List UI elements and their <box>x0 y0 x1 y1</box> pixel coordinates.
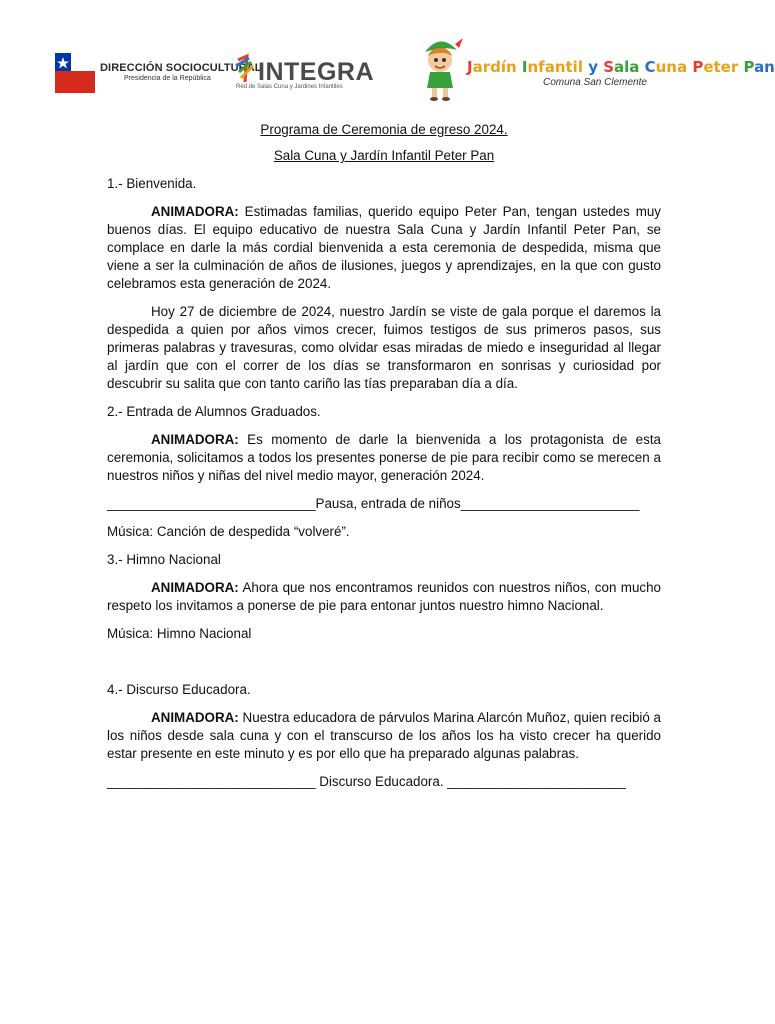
section-4-paragraph-1 <box>107 709 661 763</box>
document-title: Programa de Ceremonia de egreso 2024. <box>260 122 508 137</box>
jardin-title-part: S <box>603 58 614 76</box>
jardin-title-part: una <box>655 58 693 76</box>
jardin-title-part: C <box>644 58 656 76</box>
chile-government-logo-icon <box>55 53 95 93</box>
animadora-label: ANIMADORA: <box>151 204 239 219</box>
gov-title: DIRECCIÓN SOCIOCULTURAL <box>100 62 262 74</box>
peter-pan-mascot-icon <box>415 36 465 102</box>
jardin-title-part: y <box>588 58 604 76</box>
jardin-title-part: J <box>467 58 473 76</box>
jardin-title-part: ardín <box>472 58 522 76</box>
paragraph-text: Nuestra educadora de párvulos Marina Alarcón Muñoz, quien recibió a los niños desde sala cuna y con el transcurso de los años los ha visto crecer ha querido estar presente en este minuto y es por ello que ha preparado algunas palabras. <box>107 710 661 761</box>
section-2-music: Música: Canción de despedida “volveré”. <box>107 524 350 539</box>
section-3-heading: 3.- Himno Nacional <box>107 552 221 567</box>
discourse-divider: ____________________________ Discurso Educadora. ________________________ <box>107 774 626 789</box>
section-1-paragraph-2: Hoy 27 de diciembre de 2024, nuestro Jardín se viste de gala porque el daremos la despedida a quien por años vimos crecer, fuimos testigos de sus primeros pasos, sus primeras palabras y travesuras, como olvidar esas miradas de miedo e inseguridad al llegar al jardín que con el correr de los días se transformaron en sonrisas y curiosidad por descubrir su salita que con tanto cariño las tías preparaban día a día. <box>107 304 661 391</box>
section-4-heading: 4.- Discurso Educadora. <box>107 682 251 697</box>
animadora-label: ANIMADORA: <box>151 580 239 595</box>
jardin-title-part: ala <box>614 58 645 76</box>
document-body <box>107 121 661 791</box>
section-2-heading: 2.- Entrada de Alumnos Graduados. <box>107 404 321 419</box>
letterhead <box>0 36 775 106</box>
section-2-paragraph-1 <box>107 431 661 485</box>
jardin-title-part: P <box>692 58 704 76</box>
jardin-subtitle: Comuna San Clemente <box>543 77 647 88</box>
document-subtitle: Sala Cuna y Jardín Infantil Peter Pan <box>273 148 495 163</box>
jardin-title-part: eter <box>703 58 744 76</box>
jardin-title-part: an <box>754 58 775 76</box>
paragraph-text: Ahora que nos encontramos reunidos con nuestros niños, con mucho respeto los invitamos a ponerse de pie para entonar juntos nuestro himno Nacional. <box>107 580 661 613</box>
pause-divider: ____________________________Pausa, entrada de niños________________________ <box>107 496 640 511</box>
animadora-label: ANIMADORA: <box>151 710 239 725</box>
animadora-label: ANIMADORA: <box>151 432 239 447</box>
section-1-heading: 1.- Bienvenida. <box>107 176 197 191</box>
section-1-paragraph-1 <box>107 203 661 293</box>
paragraph-text: Estimadas familias, querido equipo Peter Pan, tengan ustedes muy buenos días. El equipo educativo de nuestra Sala Cuna y Jardín Infantil Peter Pan, se complace en darle la más cordial bienvenida a esta ceremonia de despedida, misma que viene a ser la culminación de años de ilusiones, juegos y aprendizajes, en la que con gusto celebramos esta generación de 2024. <box>107 204 661 291</box>
jardin-title <box>467 58 775 76</box>
section-3-music: Música: Himno Nacional <box>107 626 252 641</box>
jardin-title-part: nfantil <box>527 58 589 76</box>
integra-wordmark: INTEGRA <box>258 58 374 86</box>
jardin-title-part: P <box>743 58 755 76</box>
gov-subtitle: Presidencia de la República <box>124 75 211 82</box>
integra-subtitle: Red de Salas Cuna y Jardines Infantiles <box>236 84 343 90</box>
section-3-paragraph-1 <box>107 579 661 615</box>
paragraph-text: Es momento de darle la bienvenida a los protagonista de esta ceremonia, solicitamos a todos los presentes ponerse de pie para recibir como se merecen a nuestros niños y niñas del nivel medio mayor, generación 2024. <box>107 432 661 483</box>
jardin-title-part: I <box>521 58 528 76</box>
